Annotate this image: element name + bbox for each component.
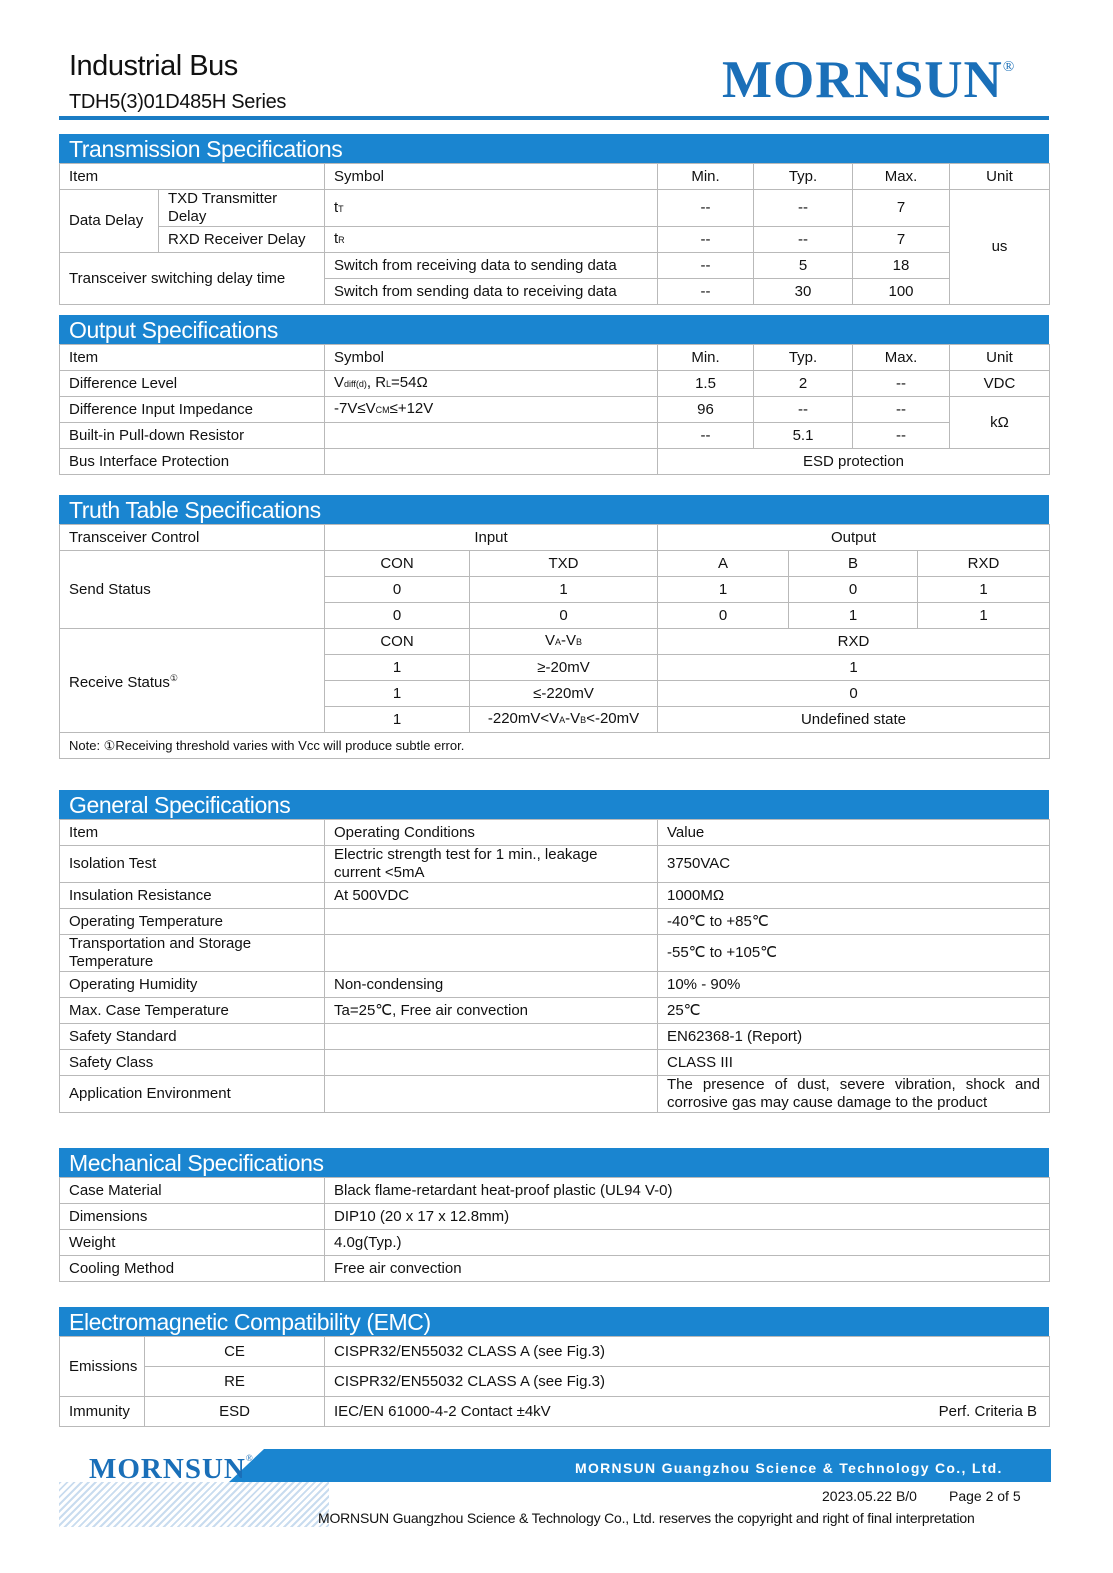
transmission-title: Transmission Specifications bbox=[59, 134, 1049, 163]
table-row bbox=[60, 820, 1050, 846]
table-row bbox=[60, 371, 1050, 397]
value-cell: 1 bbox=[658, 577, 789, 603]
header-cell: Unit bbox=[950, 164, 1050, 190]
header-cell: Item bbox=[60, 820, 325, 846]
max-cell: 18 bbox=[853, 253, 950, 279]
min-cell: -- bbox=[658, 279, 754, 305]
value-cell: Free air convection bbox=[325, 1256, 1050, 1282]
condition-cell bbox=[325, 1076, 658, 1113]
table-row bbox=[60, 397, 1050, 423]
condition-cell: At 500VDC bbox=[325, 883, 658, 909]
table-row bbox=[60, 1367, 1050, 1397]
item-cell: Insulation Resistance bbox=[60, 883, 325, 909]
brand-logo: MORNSUN® bbox=[722, 51, 1016, 109]
value-cell: 1 bbox=[325, 681, 470, 707]
footer-stripe bbox=[59, 1482, 329, 1527]
min-cell: 96 bbox=[658, 397, 754, 423]
item-cell: Transportation and Storage Temperature bbox=[60, 935, 325, 972]
item-cell: Isolation Test bbox=[60, 846, 325, 883]
value-cell: CLASS III bbox=[658, 1050, 1050, 1076]
item-cell: Cooling Method bbox=[60, 1256, 325, 1282]
header-cell: Item bbox=[60, 164, 325, 190]
header-cell: A bbox=[658, 551, 789, 577]
typ-cell: -- bbox=[754, 227, 853, 253]
value-cell: 0 bbox=[470, 603, 658, 629]
value-cell: 1 bbox=[918, 603, 1050, 629]
criteria: Perf. Criteria B bbox=[938, 1402, 1037, 1420]
truth-section bbox=[59, 495, 1049, 759]
value-cell: 1000MΩ bbox=[658, 883, 1050, 909]
min-cell: 1.5 bbox=[658, 371, 754, 397]
value-cell: 0 bbox=[789, 577, 918, 603]
typ-cell: -- bbox=[754, 397, 853, 423]
truth-table bbox=[59, 524, 1050, 759]
copyright-notice: MORNSUN Guangzhou Science & Technology Co., Ltd. reserves the copyright and right of final interpretation bbox=[318, 1510, 975, 1526]
footer-logo: MORNSUN® bbox=[89, 1453, 254, 1485]
value-cell: 3750VAC bbox=[658, 846, 1050, 883]
typ-cell: 30 bbox=[754, 279, 853, 305]
transmission-section bbox=[59, 134, 1049, 305]
value-cell: 4.0g(Typ.) bbox=[325, 1230, 1050, 1256]
page-title: Industrial Bus bbox=[69, 50, 238, 82]
condition-cell: Ta=25℃, Free air convection bbox=[325, 998, 658, 1024]
table-row bbox=[60, 525, 1050, 551]
footer-company: MORNSUN Guangzhou Science & Technology Co., Ltd. bbox=[575, 1460, 1003, 1476]
table-row bbox=[60, 190, 1050, 227]
condition-cell: Electric strength test for 1 min., leakage current <5mA bbox=[325, 846, 658, 883]
table-note: Note: ①Receiving threshold varies with Vcc will produce subtle error. bbox=[60, 733, 1050, 759]
min-cell: -- bbox=[658, 227, 754, 253]
value-cell: -220mV<VA-VB<-20mV bbox=[470, 707, 658, 733]
table-row bbox=[60, 1178, 1050, 1204]
header-cell: Max. bbox=[853, 164, 950, 190]
value-cell: ≥-20mV bbox=[470, 655, 658, 681]
table-row bbox=[60, 1256, 1050, 1282]
value-cell: Undefined state bbox=[658, 707, 1050, 733]
item-cell: TXD Transmitter Delay bbox=[159, 190, 325, 227]
header-cell: CON bbox=[325, 551, 470, 577]
symbol-cell bbox=[325, 423, 658, 449]
symbol-cell bbox=[325, 449, 658, 475]
min-cell: -- bbox=[658, 423, 754, 449]
table-row bbox=[60, 1230, 1050, 1256]
value-cell: 10% - 90% bbox=[658, 972, 1050, 998]
label-cell: CE bbox=[145, 1337, 325, 1367]
header-divider bbox=[59, 116, 1049, 120]
table-row bbox=[60, 733, 1050, 759]
item-cell: Operating Humidity bbox=[60, 972, 325, 998]
value-cell: Black flame-retardant heat-proof plastic (UL94 V-0) bbox=[325, 1178, 1050, 1204]
header-cell: Min. bbox=[658, 345, 754, 371]
item-cell: Safety Class bbox=[60, 1050, 325, 1076]
value-cell: The presence of dust, severe vibration, shock and corrosive gas may cause damage to the product bbox=[658, 1076, 1050, 1113]
table-row bbox=[60, 629, 1050, 655]
value-cell: -40℃ to +85℃ bbox=[658, 909, 1050, 935]
header-cell: TXD bbox=[470, 551, 658, 577]
unit-cell: kΩ bbox=[950, 397, 1050, 449]
item-cell: Immunity bbox=[60, 1397, 145, 1427]
item-cell: Receive Status① bbox=[60, 629, 325, 733]
item-cell: Bus Interface Protection bbox=[60, 449, 325, 475]
header-cell: RXD bbox=[658, 629, 1050, 655]
item-cell: Send Status bbox=[60, 551, 325, 629]
max-cell: 7 bbox=[853, 227, 950, 253]
output-section bbox=[59, 315, 1049, 475]
condition-cell bbox=[325, 1050, 658, 1076]
value-cell: 0 bbox=[658, 681, 1050, 707]
output-title: Output Specifications bbox=[59, 315, 1049, 344]
table-row bbox=[60, 423, 1050, 449]
label-cell: RE bbox=[145, 1367, 325, 1397]
header-cell: Symbol bbox=[325, 164, 658, 190]
series-name: TDH5(3)01D485H Series bbox=[69, 91, 287, 113]
value-cell: DIP10 (20 x 17 x 12.8mm) bbox=[325, 1204, 1050, 1230]
output-table bbox=[59, 344, 1050, 475]
emc-section bbox=[59, 1307, 1049, 1427]
value-cell: EN62368-1 (Report) bbox=[658, 1024, 1050, 1050]
value-cell: IEC/EN 61000-4-2 Contact ±4kV Perf. Criteria B bbox=[325, 1397, 1050, 1427]
table-row bbox=[60, 909, 1050, 935]
table-row bbox=[60, 1050, 1050, 1076]
mechanical-section bbox=[59, 1148, 1049, 1282]
header-cell: Transceiver Control bbox=[60, 525, 325, 551]
mechanical-table bbox=[59, 1177, 1050, 1282]
value-cell: CISPR32/EN55032 CLASS A (see Fig.3) bbox=[325, 1367, 1050, 1397]
footer-date: 2023.05.22 B/0 bbox=[822, 1488, 917, 1504]
value-cell: 0 bbox=[325, 603, 470, 629]
symbol-cell: tT bbox=[325, 190, 658, 227]
value-cell: 0 bbox=[325, 577, 470, 603]
header-cell: Input bbox=[325, 525, 658, 551]
value-cell: 1 bbox=[325, 655, 470, 681]
table-row bbox=[60, 345, 1050, 371]
max-cell: 7 bbox=[853, 190, 950, 227]
table-row bbox=[60, 1337, 1050, 1367]
table-row bbox=[60, 227, 1050, 253]
value-cell: ESD protection bbox=[658, 449, 1050, 475]
header-cell: Typ. bbox=[754, 345, 853, 371]
header-cell: Operating Conditions bbox=[325, 820, 658, 846]
typ-cell: -- bbox=[754, 190, 853, 227]
item-cell: Safety Standard bbox=[60, 1024, 325, 1050]
item-cell: Difference Level bbox=[60, 371, 325, 397]
item-cell: Data Delay bbox=[60, 190, 159, 253]
min-cell: -- bbox=[658, 253, 754, 279]
condition-cell bbox=[325, 909, 658, 935]
max-cell: -- bbox=[853, 371, 950, 397]
symbol-cell: tR bbox=[325, 227, 658, 253]
item-cell: Transceiver switching delay time bbox=[60, 253, 325, 305]
max-cell: -- bbox=[853, 423, 950, 449]
table-row bbox=[60, 253, 1050, 279]
value-cell: 1 bbox=[325, 707, 470, 733]
emc-title: Electromagnetic Compatibility (EMC) bbox=[59, 1307, 1049, 1336]
condition-cell: Switch from sending data to receiving data bbox=[325, 279, 658, 305]
header-cell: B bbox=[789, 551, 918, 577]
item-cell: Case Material bbox=[60, 1178, 325, 1204]
condition-cell bbox=[325, 1024, 658, 1050]
unit-cell: VDC bbox=[950, 371, 1050, 397]
table-row bbox=[60, 1397, 1050, 1427]
item-cell: Weight bbox=[60, 1230, 325, 1256]
value-cell: 25℃ bbox=[658, 998, 1050, 1024]
header-cell: Value bbox=[658, 820, 1050, 846]
header-cell: Symbol bbox=[325, 345, 658, 371]
emc-table bbox=[59, 1336, 1050, 1427]
label-cell: ESD bbox=[145, 1397, 325, 1427]
header-cell: VA-VB bbox=[470, 629, 658, 655]
item-cell: Application Environment bbox=[60, 1076, 325, 1113]
header-cell: Unit bbox=[950, 345, 1050, 371]
condition-cell: Switch from receiving data to sending data bbox=[325, 253, 658, 279]
item-cell: Max. Case Temperature bbox=[60, 998, 325, 1024]
value-cell: 0 bbox=[658, 603, 789, 629]
value-cell: ≤-220mV bbox=[470, 681, 658, 707]
general-title: General Specifications bbox=[59, 790, 1049, 819]
truth-title: Truth Table Specifications bbox=[59, 495, 1049, 524]
value-cell: 1 bbox=[470, 577, 658, 603]
table-row bbox=[60, 1024, 1050, 1050]
transmission-table bbox=[59, 163, 1050, 305]
table-row bbox=[60, 883, 1050, 909]
symbol-cell: Vdiff(d), RL=54Ω bbox=[325, 371, 658, 397]
item-cell: RXD Receiver Delay bbox=[159, 227, 325, 253]
header-cell: CON bbox=[325, 629, 470, 655]
header-cell: Min. bbox=[658, 164, 754, 190]
page-number: Page 2 of 5 bbox=[949, 1488, 1021, 1504]
typ-cell: 5 bbox=[754, 253, 853, 279]
item-cell: Built-in Pull-down Resistor bbox=[60, 423, 325, 449]
general-section bbox=[59, 790, 1049, 1113]
table-row bbox=[60, 164, 1050, 190]
condition-cell: Non-condensing bbox=[325, 972, 658, 998]
item-cell: Emissions bbox=[60, 1337, 145, 1397]
value-cell: CISPR32/EN55032 CLASS A (see Fig.3) bbox=[325, 1337, 1050, 1367]
item-cell: Dimensions bbox=[60, 1204, 325, 1230]
value-cell: 1 bbox=[789, 603, 918, 629]
table-row bbox=[60, 1076, 1050, 1113]
table-row bbox=[60, 551, 1050, 577]
condition-cell bbox=[325, 935, 658, 972]
table-row bbox=[60, 935, 1050, 972]
value-cell: 1 bbox=[658, 655, 1050, 681]
table-row bbox=[60, 998, 1050, 1024]
min-cell: -- bbox=[658, 190, 754, 227]
mechanical-title: Mechanical Specifications bbox=[59, 1148, 1049, 1177]
typ-cell: 2 bbox=[754, 371, 853, 397]
table-row bbox=[60, 449, 1050, 475]
max-cell: 100 bbox=[853, 279, 950, 305]
symbol-cell: -7V≤VCM≤+12V bbox=[325, 397, 658, 423]
header-cell: Max. bbox=[853, 345, 950, 371]
header-cell: Output bbox=[658, 525, 1050, 551]
max-cell: -- bbox=[853, 397, 950, 423]
value-cell: 1 bbox=[918, 577, 1050, 603]
value-cell: -55℃ to +105℃ bbox=[658, 935, 1050, 972]
table-row bbox=[60, 846, 1050, 883]
general-table bbox=[59, 819, 1050, 1113]
unit-cell: us bbox=[950, 190, 1050, 305]
item-cell: Operating Temperature bbox=[60, 909, 325, 935]
typ-cell: 5.1 bbox=[754, 423, 853, 449]
table-row bbox=[60, 1204, 1050, 1230]
table-row bbox=[60, 972, 1050, 998]
header-cell: Item bbox=[60, 345, 325, 371]
header-cell: Typ. bbox=[754, 164, 853, 190]
item-cell: Difference Input Impedance bbox=[60, 397, 325, 423]
header-cell: RXD bbox=[918, 551, 1050, 577]
